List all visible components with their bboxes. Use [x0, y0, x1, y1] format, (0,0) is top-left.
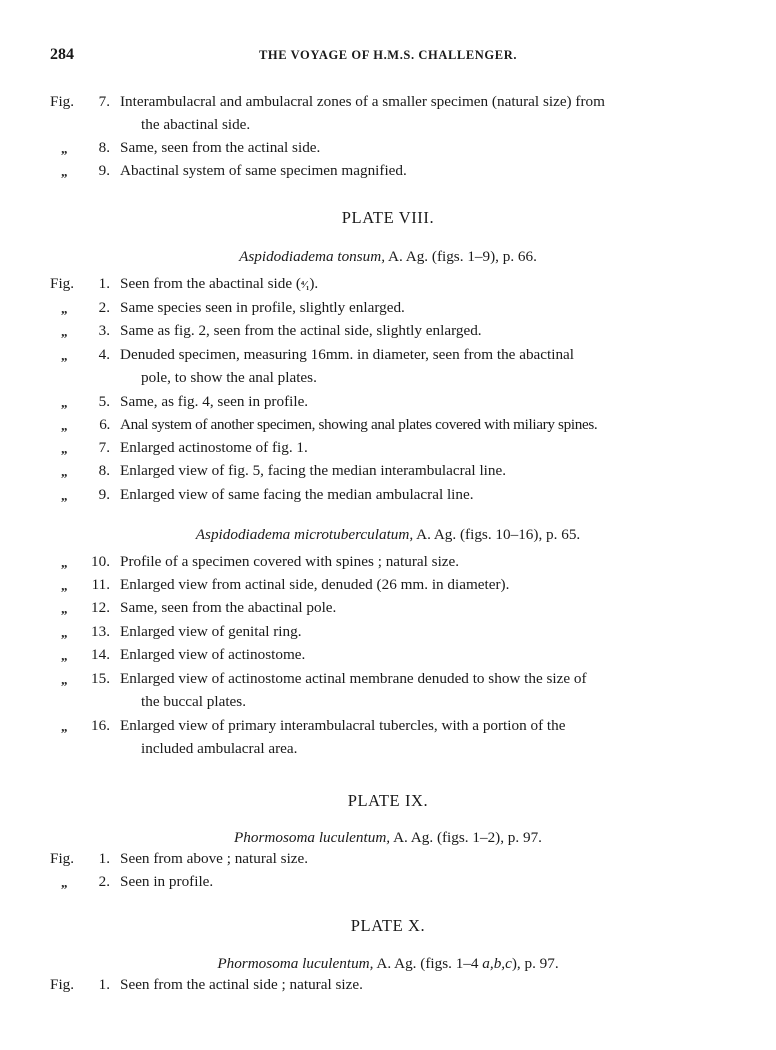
fig-number: 1.: [98, 850, 110, 867]
fig-number: 13.: [91, 623, 110, 640]
figure-letters: a,b,c: [482, 955, 512, 972]
fig-number: 1.: [98, 976, 110, 993]
fig-caption-continued: the abactinal side.: [141, 116, 251, 133]
figure-entry: [0, 574, 776, 596]
figure-entry-continuation: [0, 738, 776, 760]
fig-caption: Same, seen from the abactinal pole.: [120, 599, 337, 616]
fig-caption: [120, 273, 318, 296]
fig-label: Fig.: [50, 93, 75, 110]
fig-number: 16.: [91, 717, 110, 734]
page-header: [0, 46, 776, 70]
figure-entry: [0, 621, 776, 643]
ditto-mark: „: [61, 324, 68, 339]
fig-caption: Enlarged view of actinostome actinal membrane denuded to show the size of: [120, 670, 587, 687]
ditto-mark: „: [61, 601, 68, 616]
fig-label: Fig.: [50, 976, 75, 993]
figure-entry: [0, 160, 776, 182]
ditto-mark: „: [61, 141, 68, 156]
fig-caption: Enlarged view of genital ring.: [120, 623, 302, 640]
species-name: Aspidodiadema tonsum,: [239, 248, 386, 265]
figure-entry: [0, 414, 776, 436]
fig-label: Fig.: [50, 850, 75, 867]
figure-entry: [0, 848, 776, 870]
fig-number: 2.: [98, 873, 110, 890]
fig-number: 10.: [91, 553, 110, 570]
figure-entry: [0, 484, 776, 506]
fig-number: 7.: [98, 439, 110, 456]
species-reference: A. Ag. (figs. 1–2), p. 97.: [390, 829, 542, 846]
figure-entry: [0, 644, 776, 666]
species-name: Phormosoma luculentum,: [234, 829, 391, 846]
ditto-mark: „: [61, 164, 68, 179]
ditto-mark: „: [61, 488, 68, 503]
fig-number: 8.: [98, 462, 110, 479]
fig-caption: Enlarged view of fig. 5, facing the median interambulacral line.: [120, 462, 507, 479]
fig-caption: Enlarged view from actinal side, denuded (26 mm. in diameter).: [120, 576, 510, 593]
figure-entry: [0, 437, 776, 459]
fig-caption: Enlarged actinostome of fig. 1.: [120, 439, 308, 456]
fig-number: 3.: [98, 322, 110, 339]
fig-caption: Anal system of another specimen, showing anal plates covered with miliary spines.: [120, 416, 598, 433]
figure-entry: [0, 974, 776, 996]
figure-entry: [0, 344, 776, 366]
fig-caption: Seen in profile.: [120, 873, 214, 890]
figure-entry: [0, 320, 776, 342]
running-title: THE VOYAGE OF H.M.S. CHALLENGER.: [258, 48, 518, 62]
fig-number: 6.: [99, 416, 110, 433]
fig-number: 14.: [91, 646, 110, 663]
fig-caption: Denuded specimen, measuring 16mm. in diameter, seen from the abactinal: [120, 346, 575, 363]
ditto-mark: „: [61, 464, 68, 479]
ditto-mark: „: [61, 875, 68, 890]
fig-number: 1.: [98, 275, 110, 292]
fig-number: 5.: [98, 393, 110, 410]
ditto-mark: „: [61, 348, 68, 363]
species-reference: A. Ag. (figs. 1–4: [373, 955, 483, 972]
fig-number: 12.: [91, 599, 110, 616]
figure-entry: [0, 597, 776, 619]
fig-caption: Abactinal system of same specimen magnified.: [120, 162, 407, 179]
fig-caption-end: ).: [309, 275, 319, 292]
figure-entry: [0, 273, 776, 295]
ditto-mark: „: [61, 719, 68, 734]
fig-caption-text: Seen from the abactinal side (: [120, 275, 301, 292]
ditto-mark: „: [61, 301, 68, 316]
fig-number: 9.: [98, 162, 110, 179]
fig-caption: Seen from above ; natural size.: [120, 850, 309, 867]
fig-caption: Interambulacral and ambulacral zones of a smaller specimen (natural size) from: [120, 93, 605, 110]
fig-caption: Same species seen in profile, slightly enlarged.: [120, 299, 405, 316]
fig-number: 11.: [91, 576, 110, 593]
fig-number: 4.: [98, 346, 110, 363]
species-reference: A. Ag. (figs. 10–16), p. 65.: [413, 526, 581, 543]
species-name: Phormosoma luculentum,: [217, 955, 374, 972]
figure-entry: [0, 137, 776, 159]
species-name: Aspidodiadema microtuberculatum,: [195, 526, 414, 543]
species-reference-end: ), p. 97.: [511, 955, 559, 972]
plate-heading: PLATE IX.: [347, 791, 429, 810]
plate-heading: PLATE X.: [350, 916, 426, 935]
fig-caption: Same, seen from the actinal side.: [120, 139, 321, 156]
ditto-mark: „: [61, 441, 68, 456]
page-number: 284: [50, 46, 74, 63]
ditto-mark: „: [61, 395, 68, 410]
figure-entry: [0, 551, 776, 573]
fig-number: 7.: [98, 93, 110, 110]
fig-label: Fig.: [50, 275, 75, 292]
figure-entry: [0, 715, 776, 737]
fig-caption: Enlarged view of same facing the median ambulacral line.: [120, 486, 474, 503]
fig-number: 9.: [98, 486, 110, 503]
ditto-mark: „: [61, 418, 68, 433]
magnification-fraction: ⁴⁄₁: [300, 279, 310, 291]
plate-heading: PLATE VIII.: [341, 208, 435, 227]
fig-caption: Enlarged view of actinostome.: [120, 646, 306, 663]
species-heading: [0, 829, 776, 847]
species-heading: [0, 526, 776, 544]
fig-caption-continued: pole, to show the anal plates.: [141, 369, 317, 386]
species-heading: [0, 248, 776, 266]
fig-caption: Same, as fig. 4, seen in profile.: [120, 393, 309, 410]
figure-entry: [0, 668, 776, 690]
ditto-mark: „: [61, 555, 68, 570]
fig-caption: Same as fig. 2, seen from the actinal side, slightly enlarged.: [120, 322, 482, 339]
fig-caption: Seen from the actinal side ; natural size.: [120, 976, 363, 993]
fig-caption-continued: included ambulacral area.: [141, 740, 298, 757]
fig-number: 2.: [98, 299, 110, 316]
ditto-mark: „: [61, 578, 68, 593]
ditto-mark: „: [61, 648, 68, 663]
figure-entry: [0, 460, 776, 482]
fig-caption-continued: the buccal plates.: [141, 693, 246, 710]
figure-entry-continuation: [0, 114, 776, 136]
figure-entry: [0, 391, 776, 413]
figure-entry: [0, 91, 776, 113]
figure-entry: [0, 297, 776, 319]
species-reference: A. Ag. (figs. 1–9), p. 66.: [385, 248, 537, 265]
fig-number: 8.: [98, 139, 110, 156]
figure-entry: [0, 871, 776, 893]
species-heading: [0, 955, 776, 973]
figure-entry-continuation: [0, 367, 776, 389]
fig-caption: Enlarged view of primary interambulacral tubercles, with a portion of the: [120, 717, 566, 734]
ditto-mark: „: [61, 625, 68, 640]
ditto-mark: „: [61, 672, 68, 687]
figure-entry-continuation: [0, 691, 776, 713]
fig-caption: Profile of a specimen covered with spines ; natural size.: [120, 553, 460, 570]
fig-number: 15.: [91, 670, 110, 687]
